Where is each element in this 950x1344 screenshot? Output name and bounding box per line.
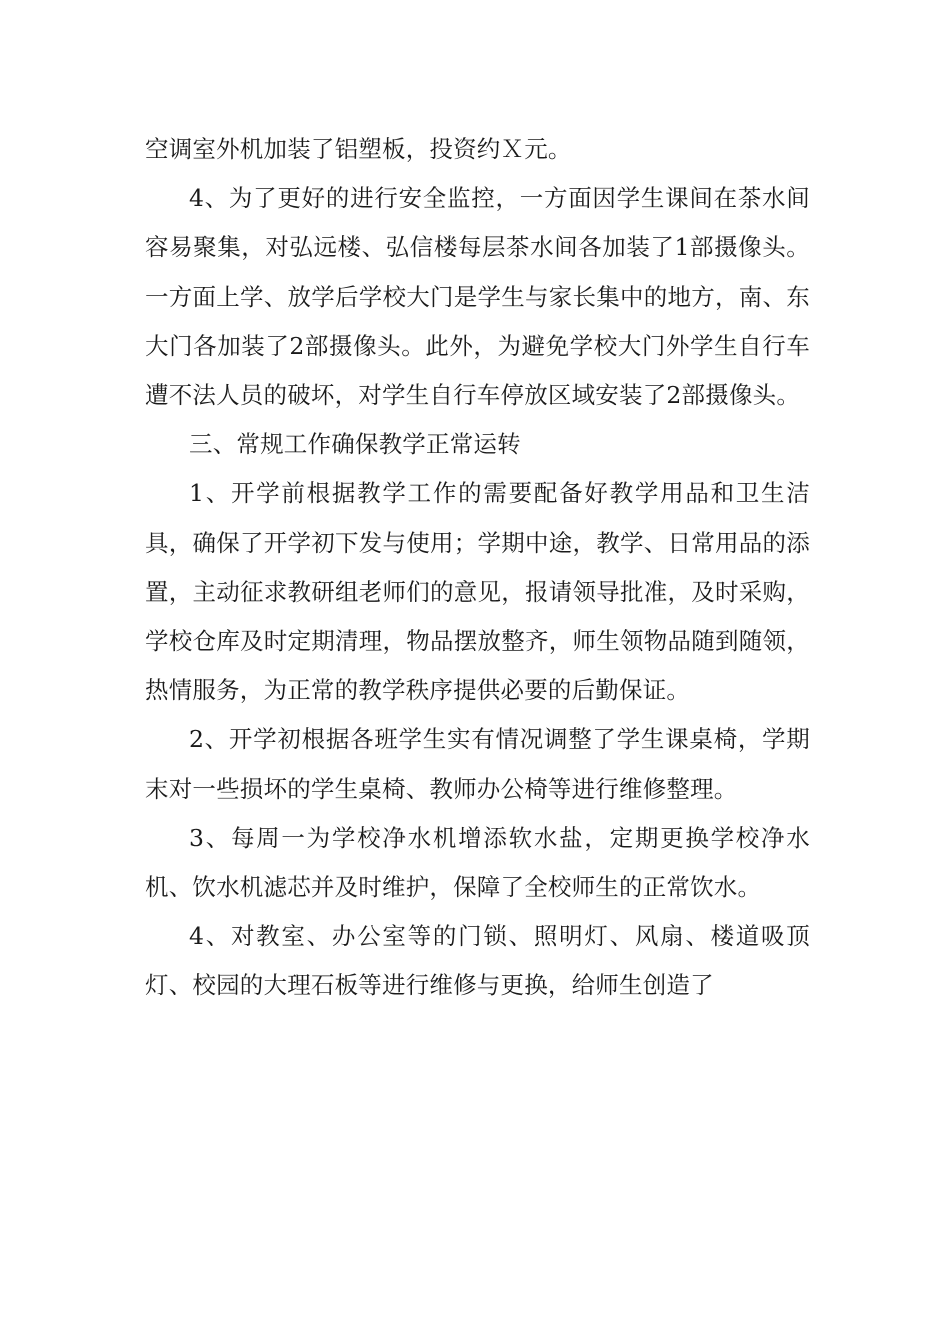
document-page xyxy=(145,125,810,1011)
paragraph-item-security-cameras: 4、为了更好的进行安全监控，一方面因学生课间在茶水间容易聚集，对弘远楼、弘信楼每层茶水间各加装了1部摄像头。一方面上学、放学后学校大门是学生与家长集中的地方，南、东大门各加装了2部摄像头。此外，为避免学校大门外学生自行车遭不法人员的破坏，对学生自行车停放区域安装了2部摄像头。 xyxy=(145,184,810,410)
paragraph-item-desks-chairs: 2、开学初根据各班学生实有情况调整了学生课桌椅，学期末对一些损坏的学生桌椅、教师办公椅等进行维修整理。 xyxy=(145,725,810,803)
paragraph-continuation: 空调室外机加装了铝塑板，投资约Ｘ元。 xyxy=(145,135,572,163)
section-heading-routine-work: 三、常规工作确保教学正常运转 xyxy=(189,430,521,459)
paragraph-item-repairs: 4、对教室、办公室等的门锁、照明灯、风扇、楼道吸顶灯、校园的大理石板等进行维修与更换，给师生创造了 xyxy=(145,922,810,1000)
paragraph-item-water-purifier: 3、每周一为学校净水机增添软水盐，定期更换学校净水机、饮水机滤芯并及时维护，保障了全校师生的正常饮水。 xyxy=(145,823,810,902)
paragraph-item-teaching-supplies: 1、开学前根据教学工作的需要配备好教学用品和卫生洁具，确保了开学初下发与使用；学期中途，教学、日常用品的添置，主动征求教研组老师们的意见，报请领导批准，及时采购，学校仓库及时定期清理，物品摆放整齐，师生领物品随到随领，热情服务，为正常的教学秩序提供必要的后勤保证。 xyxy=(145,479,810,705)
